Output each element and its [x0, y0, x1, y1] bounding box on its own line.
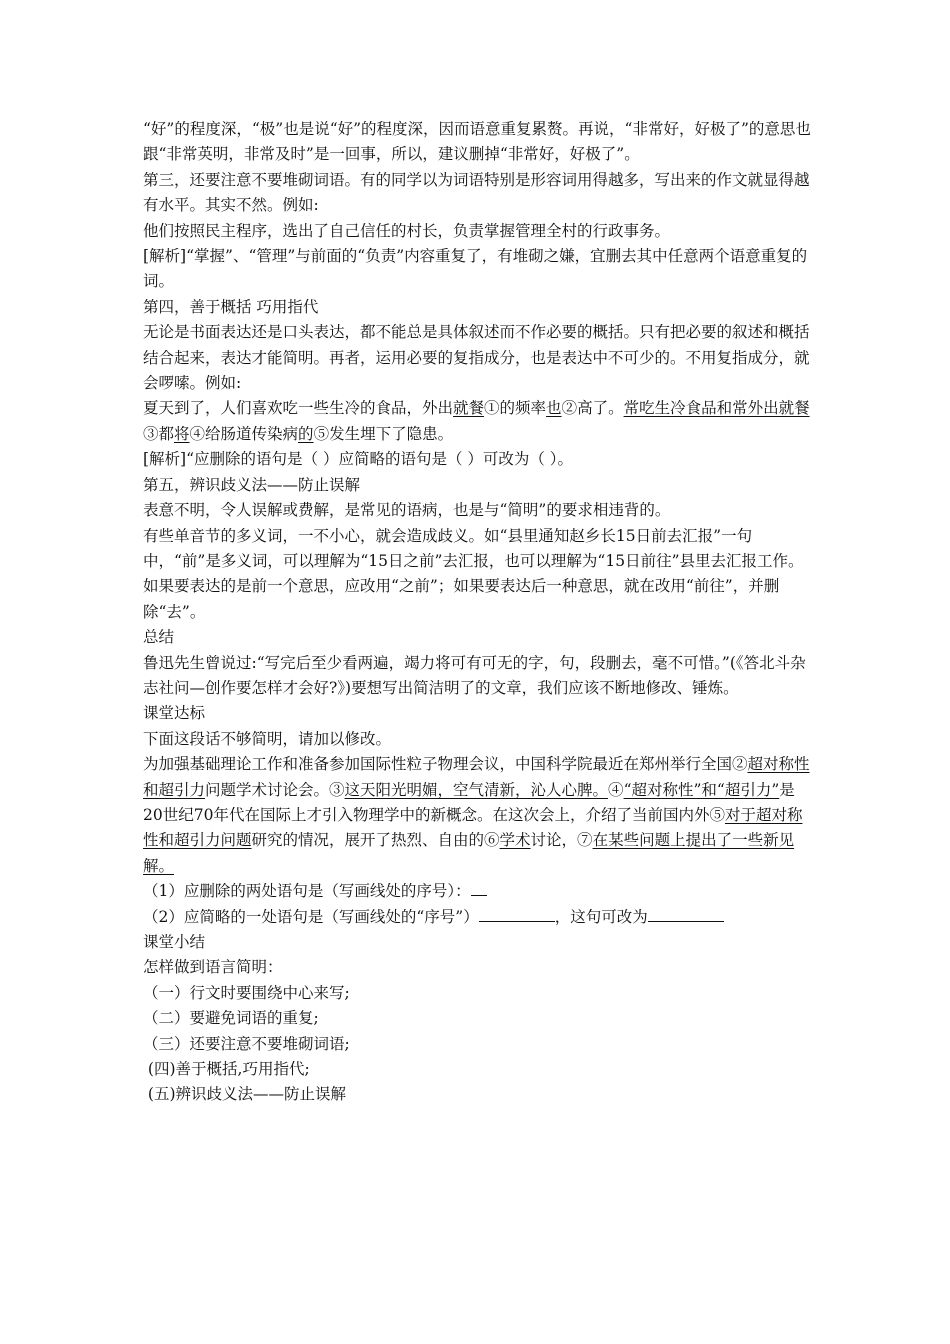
paragraph: 鲁迅先生曾说过:“写完后至少看两遍，竭力将可有可无的字，句，段删去，毫不可惜。”(《答北斗杂志社问—创作要怎样才会好?》)要想写出简洁明了的文章，我们应该不断地修改、锤炼。	[143, 653, 806, 697]
summary-item: （一）行文时要围绕中心来写;	[143, 983, 350, 1002]
text: ②高了。	[561, 399, 624, 418]
analysis: [解析]“掌握”、“管理”与前面的“负责”内容重复了，有堆砌之嫌，宜删去其中任意两个语意重复的词。	[143, 247, 808, 291]
section-heading: 总结	[143, 628, 175, 647]
document-body	[143, 117, 811, 1108]
summary-item: (五)辨识歧义法——防止误解	[143, 1085, 347, 1104]
underlined-text: 的	[298, 424, 314, 443]
text: ③都	[143, 424, 175, 443]
underlined-text: 超对称性和超引力	[143, 755, 810, 799]
question-2	[143, 905, 811, 930]
answer-blank[interactable]	[648, 905, 724, 922]
underlined-text: 对于超对称性和超引力问题	[143, 805, 803, 850]
summary-item: (四)善于概括,巧用指代;	[143, 1060, 310, 1079]
text: 讨论，⑦	[530, 831, 593, 850]
underlined-text: 常吃生冷食品和常外出就餐	[623, 399, 810, 418]
summary-item: （三）还要注意不要堆砌词语;	[143, 1034, 350, 1053]
underlined-text: 在某些问题上提出了一些新见解。	[143, 831, 795, 875]
section-heading: 第五，辨识歧义法——防止误解	[143, 475, 361, 494]
question-text: ，这句可改为	[554, 907, 648, 926]
text: ⑤发生埋下了隐患。	[313, 424, 454, 443]
underlined-text: “超对称性”和“超引力”	[623, 780, 780, 799]
summary-item: （二）要避免词语的重复;	[143, 1009, 319, 1028]
paragraph: “好”的程度深，“极”也是说“好”的程度深，因而语意重复累赘。再说，“非常好，好极了”的意思也跟“非常英明，非常及时”是一回事，所以，建议删掉“非常好，好极了”。	[143, 120, 811, 164]
question-text: （1）应删除的两处语句是（写画线处的序号）：	[143, 882, 471, 901]
text: 是20世纪70年代在国际上才引入物理学中的新概念。在这次会上，介绍了当前国内外⑤	[143, 780, 795, 824]
text: 为加强基础理论工作和准备参加国际性粒子物理会议，中国科学院最近在郑州举行全国②	[143, 755, 748, 774]
answer-blank[interactable]	[479, 905, 555, 922]
section-heading: 第四，善于概括 巧用指代	[143, 297, 319, 316]
text: 问题学术讨论会。③	[205, 780, 345, 799]
instruction: 下面这段话不够简明，请加以修改。	[143, 729, 392, 748]
text: ④给肠道传染病	[189, 424, 299, 443]
underlined-text: 这天阳光明媚，空气清新，沁人心脾。	[344, 780, 609, 799]
example-sentence: 他们按照民主程序，选出了自己信任的村长，负责掌握管理全村的行政事务。	[143, 221, 671, 240]
text: 研究的情况，展开了热烈、自由的⑥	[251, 831, 500, 850]
question-1	[143, 879, 811, 904]
text: 夏天到了，人们喜欢吃一些生冷的食品，外出	[143, 399, 454, 418]
text: ①的频率	[484, 399, 547, 418]
exercise-passage	[143, 752, 811, 879]
text: ④	[608, 780, 624, 799]
paragraph: 怎样做到语言简明：	[143, 958, 283, 977]
underlined-text: 也	[546, 399, 562, 418]
underlined-text: 就餐	[453, 399, 485, 418]
section-heading: 课堂达标	[143, 704, 206, 723]
answer-blank[interactable]	[471, 879, 487, 896]
example-sentence-underlined	[143, 396, 811, 447]
paragraph: 表意不明，令人误解或费解，是常见的语病，也是与“简明”的要求相违背的。	[143, 501, 671, 520]
paragraph: 第三，还要注意不要堆砌词语。有的同学以为词语特别是形容词用得越多，写出来的作文就显得越有水平。其实不然。例如:	[143, 170, 810, 215]
underlined-text: 学术	[499, 831, 531, 850]
question-text: （2）应简略的一处语句是（写画线处的“序号”）	[143, 907, 479, 926]
section-heading: 课堂小结	[143, 933, 206, 951]
analysis: [解析]“应删除的语句是（ ）应简略的语句是（ ）可改为（ ）。	[143, 450, 574, 469]
paragraph: 有些单音节的多义词，一不小心，就会造成歧义。如“县里通知赵乡长15日前去汇报”一句中，“前”是多义词，可以理解为“15日之前”去汇报，也可以理解为“15日前往”县里去汇报工作。如果要表达的是前一个意思，应改用“之前”；如果要表达后一种意思，就在改用“前往”，并删除“去”。	[143, 526, 804, 621]
underlined-text: 将	[174, 424, 190, 443]
paragraph: 无论是书面表达还是口头表达，都不能总是具体叙述而不作必要的概括。只有把必要的叙述和概括结合起来，表达才能简明。再者，运用必要的复指成分，也是表达中不可少的。不用复指成分，就会啰嗦。例如:	[143, 323, 810, 393]
